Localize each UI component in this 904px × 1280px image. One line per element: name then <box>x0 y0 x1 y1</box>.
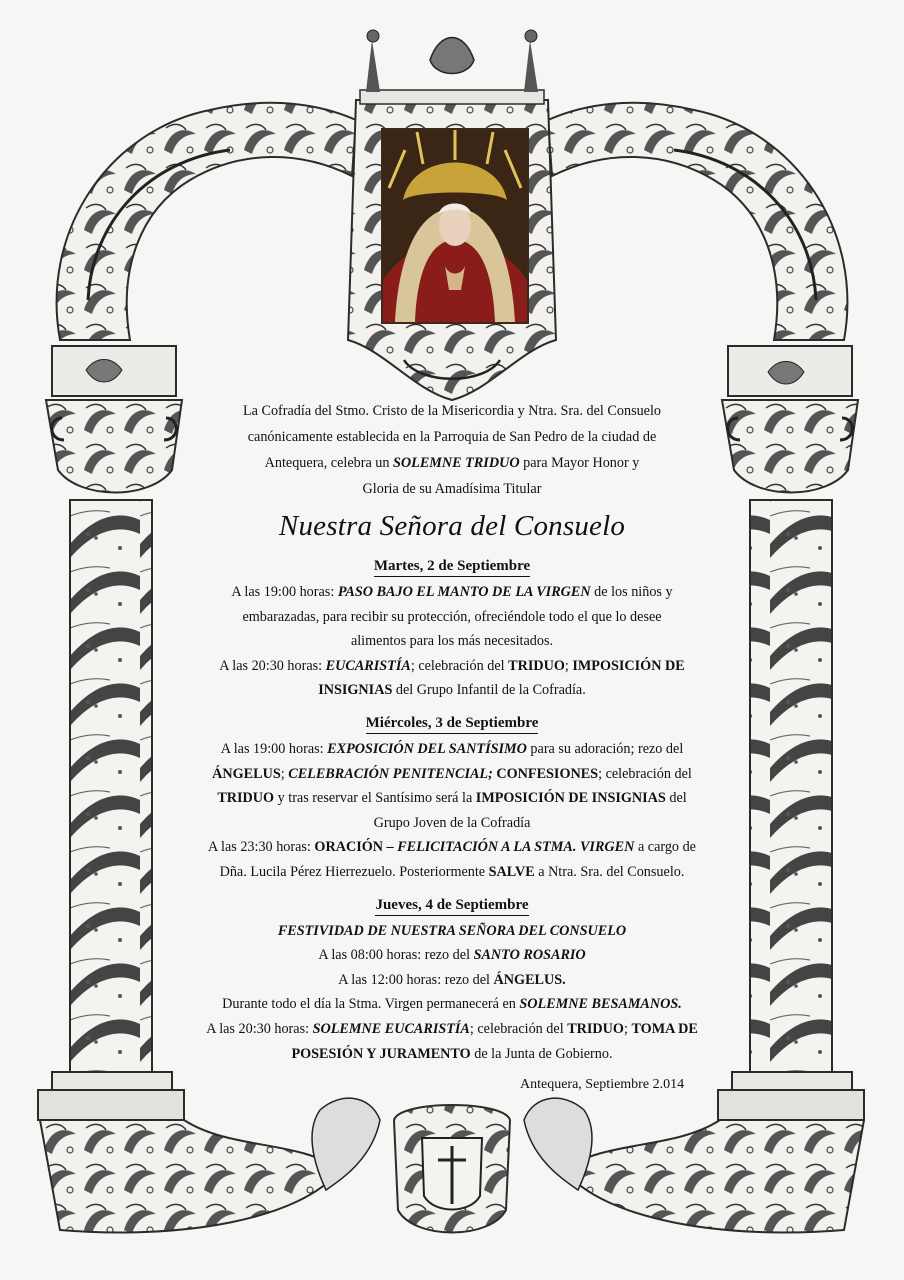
intro-line: Gloria de su Amadísima Titular <box>362 481 542 497</box>
day1-line: INSIGNIAS del Grupo Infantil de la Cofradía. <box>318 682 586 699</box>
day1-line: A las 19:00 horas: PASO BAJO EL MANTO DE LA VIRGEN de los niños y <box>231 584 673 600</box>
main-title: Nuestra Señora del Consuelo <box>278 510 626 542</box>
day1-line: embarazadas, para recibir su protección, ofreciéndole todo el que lo desee <box>242 608 662 625</box>
day1-line: A las 20:30 horas: EUCARISTÍA; celebración del TRIDUO; IMPOSICIÓN DE <box>219 657 685 674</box>
day3-line: A las 20:30 horas: SOLEMNE EUCARISTÍA; celebración del TRIDUO; TOMA DE <box>206 1020 698 1037</box>
virgin-portrait-image <box>381 128 529 324</box>
intro-paragraph <box>180 398 724 502</box>
day3-feast: FESTIVIDAD DE NUESTRA SEÑORA DEL CONSUELO <box>277 922 627 939</box>
day2-line: TRIDUO y tras reservar el Santísimo será la IMPOSICIÓN DE INSIGNIAS del <box>217 790 687 807</box>
intro-line: Antequera, celebra un SOLEMNE TRIDUO para Mayor Honor y <box>264 455 640 471</box>
day2-section <box>180 707 724 885</box>
day3-line: Durante todo el día la Stma. Virgen permanecerá en SOLEMNE BESAMANOS. <box>222 996 682 1013</box>
day1-line: alimentos para los más necesitados. <box>350 633 554 650</box>
day2-line: A las 23:30 horas: ORACIÓN – FELICITACIÓN A LA STMA. VIRGEN a cargo de <box>208 839 696 856</box>
day3-line: POSESIÓN Y JURAMENTO de la Junta de Gobierno. <box>291 1045 613 1062</box>
day2-line: Dña. Lucila Pérez Hierrezuelo. Posteriormente SALVE a Ntra. Sra. del Consuelo. <box>219 863 685 880</box>
day2-line: A las 19:00 horas: EXPOSICIÓN DEL SANTÍSIMO para su adoración; rezo del <box>220 740 684 757</box>
day2-line: Grupo Joven de la Cofradía <box>373 814 531 831</box>
date-place: Antequera, Septiembre 2.014 <box>520 1077 685 1092</box>
day3-line: A las 12:00 horas: rezo del ÁNGELUS. <box>338 971 566 988</box>
left-column <box>38 346 184 1120</box>
day3-section <box>180 889 724 1067</box>
intro-line: canónicamente establecida en la Parroquia de San Pedro de la ciudad de <box>247 429 657 445</box>
day1-heading: Martes, 2 de Septiembre <box>374 556 530 577</box>
right-column <box>718 346 864 1120</box>
left-arch-scroll <box>57 103 356 340</box>
day3-heading: Jueves, 4 de Septiembre <box>375 895 528 916</box>
right-arch-scroll <box>548 103 847 340</box>
day3-line: A las 08:00 horas: rezo del SANTO ROSARIO <box>318 947 586 964</box>
day2-heading: Miércoles, 3 de Septiembre <box>366 713 539 734</box>
day1-section <box>180 550 724 703</box>
text-area <box>180 398 724 1066</box>
intro-line: La Cofradía del Stmo. Cristo de la Misericordia y Ntra. Sra. del Consuelo <box>242 403 662 419</box>
day2-line: ÁNGELUS; CELEBRACIÓN PENITENCIAL; CONFESIONES; celebración del <box>212 765 692 782</box>
